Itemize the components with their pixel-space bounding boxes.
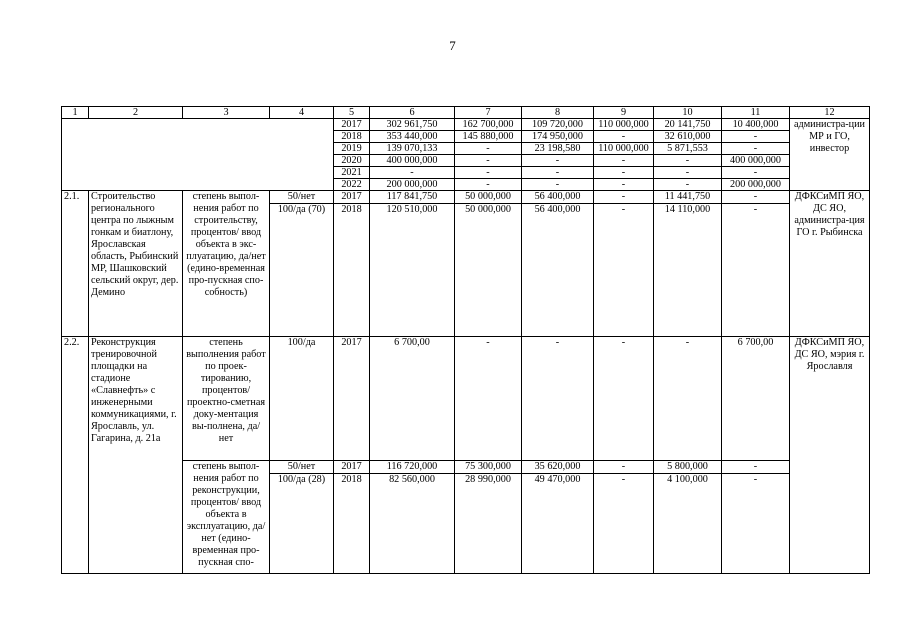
year-cell: 2022 bbox=[334, 179, 370, 191]
value-cell: - bbox=[594, 461, 654, 474]
page-number: 7 bbox=[449, 38, 456, 53]
col-header: 9 bbox=[594, 107, 654, 119]
target-cell: 100/да (28) bbox=[270, 474, 334, 574]
value-cell: - bbox=[722, 204, 790, 337]
value-cell: - bbox=[594, 155, 654, 167]
col-header: 8 bbox=[522, 107, 594, 119]
value-cell: - bbox=[370, 167, 455, 179]
value-cell: - bbox=[522, 167, 594, 179]
value-cell: 109 720,000 bbox=[522, 119, 594, 131]
value-cell: - bbox=[455, 155, 522, 167]
value-cell: 139 070,133 bbox=[370, 143, 455, 155]
value-cell: 200 000,000 bbox=[370, 179, 455, 191]
col-header: 1 bbox=[62, 107, 89, 119]
value-cell: 6 700,00 bbox=[370, 337, 455, 461]
item-name: Строительство регионального центра по лыжным гонкам и биатлону, Ярославская область, Рыбинский МР, Шашковский сельский округ, дер. Демино bbox=[89, 191, 183, 337]
col-header: 10 bbox=[654, 107, 722, 119]
year-cell: 2017 bbox=[334, 461, 370, 474]
value-cell: - bbox=[722, 131, 790, 143]
value-cell: - bbox=[522, 155, 594, 167]
col-header: 4 bbox=[270, 107, 334, 119]
indicator-cell: степень выпол-нения работ по строительству, процентов/ ввод объекта в экс-плуатацию, да/нет (едино-временная про-пускная спо-собность) bbox=[183, 191, 270, 337]
empty-cell bbox=[62, 119, 334, 191]
value-cell: 75 300,000 bbox=[455, 461, 522, 474]
col-header: 3 bbox=[183, 107, 270, 119]
col-header: 12 bbox=[790, 107, 870, 119]
executor-cell: администра-ции МР и ГО, инвестор bbox=[790, 119, 870, 191]
col-header: 2 bbox=[89, 107, 183, 119]
target-cell: 50/нет bbox=[270, 461, 334, 474]
year-cell: 2018 bbox=[334, 474, 370, 574]
value-cell: - bbox=[522, 337, 594, 461]
table-row bbox=[62, 119, 870, 131]
value-cell: 162 700,000 bbox=[455, 119, 522, 131]
item-name: Реконструкция тренировочной площадки на стадионе «Славнефть» с инженерными коммуникациями, г. Ярославль, ул. Гагарина, д. 21а bbox=[89, 337, 183, 574]
value-cell: 82 560,000 bbox=[370, 474, 455, 574]
value-cell: 14 110,000 bbox=[654, 204, 722, 337]
value-cell: 110 000,000 bbox=[594, 143, 654, 155]
value-cell: 174 950,000 bbox=[522, 131, 594, 143]
value-cell: 49 470,000 bbox=[522, 474, 594, 574]
value-cell: 10 400,000 bbox=[722, 119, 790, 131]
table-row bbox=[62, 191, 870, 204]
executor-cell: ДФКСиМП ЯО, ДС ЯО, мэрия г. Ярославля bbox=[790, 337, 870, 574]
year-cell: 2020 bbox=[334, 155, 370, 167]
col-header: 5 bbox=[334, 107, 370, 119]
value-cell: 32 610,000 bbox=[654, 131, 722, 143]
value-cell: 23 198,580 bbox=[522, 143, 594, 155]
header-row bbox=[62, 107, 870, 119]
program-table bbox=[61, 106, 870, 574]
value-cell: 116 720,000 bbox=[370, 461, 455, 474]
value-cell: 56 400,000 bbox=[522, 191, 594, 204]
value-cell: 56 400,000 bbox=[522, 204, 594, 337]
value-cell: 120 510,000 bbox=[370, 204, 455, 337]
value-cell: 353 440,000 bbox=[370, 131, 455, 143]
value-cell: 11 441,750 bbox=[654, 191, 722, 204]
year-cell: 2017 bbox=[334, 337, 370, 461]
table-row bbox=[62, 461, 870, 474]
executor-cell: ДФКСиМП ЯО, ДС ЯО, администра-ция ГО г. Рыбинска bbox=[790, 191, 870, 337]
value-cell: 110 000,000 bbox=[594, 119, 654, 131]
item-number: 2.1. bbox=[62, 191, 89, 337]
value-cell: 302 961,750 bbox=[370, 119, 455, 131]
year-cell: 2017 bbox=[334, 119, 370, 131]
value-cell: - bbox=[654, 337, 722, 461]
value-cell: 6 700,00 bbox=[722, 337, 790, 461]
value-cell: 145 880,000 bbox=[455, 131, 522, 143]
item-number: 2.2. bbox=[62, 337, 89, 574]
year-cell: 2017 bbox=[334, 191, 370, 204]
indicator-cell: степень выпол-нения работ по реконструкции, процентов/ ввод объекта в эксплуатацию, да/нет (едино-временная про-пускная спо- bbox=[183, 461, 270, 574]
target-cell: 100/да bbox=[270, 337, 334, 461]
value-cell: - bbox=[722, 143, 790, 155]
value-cell: 5 871,553 bbox=[654, 143, 722, 155]
value-cell: 5 800,000 bbox=[654, 461, 722, 474]
value-cell: - bbox=[522, 179, 594, 191]
value-cell: 117 841,750 bbox=[370, 191, 455, 204]
value-cell: - bbox=[594, 337, 654, 461]
value-cell: - bbox=[722, 474, 790, 574]
value-cell: - bbox=[455, 167, 522, 179]
value-cell: - bbox=[594, 167, 654, 179]
value-cell: - bbox=[594, 179, 654, 191]
table-row bbox=[62, 337, 870, 461]
value-cell: - bbox=[594, 191, 654, 204]
target-cell: 50/нет bbox=[270, 191, 334, 204]
value-cell: - bbox=[594, 131, 654, 143]
value-cell: - bbox=[455, 143, 522, 155]
col-header: 11 bbox=[722, 107, 790, 119]
value-cell: - bbox=[654, 155, 722, 167]
value-cell: - bbox=[455, 337, 522, 461]
value-cell: - bbox=[594, 474, 654, 574]
value-cell: 4 100,000 bbox=[654, 474, 722, 574]
value-cell: 20 141,750 bbox=[654, 119, 722, 131]
value-cell: - bbox=[594, 204, 654, 337]
value-cell: - bbox=[455, 179, 522, 191]
value-cell: - bbox=[654, 179, 722, 191]
value-cell: 200 000,000 bbox=[722, 179, 790, 191]
value-cell: 35 620,000 bbox=[522, 461, 594, 474]
value-cell: - bbox=[722, 461, 790, 474]
value-cell: - bbox=[654, 167, 722, 179]
year-cell: 2018 bbox=[334, 131, 370, 143]
value-cell: - bbox=[722, 167, 790, 179]
value-cell: 50 000,000 bbox=[455, 191, 522, 204]
value-cell: 400 000,000 bbox=[722, 155, 790, 167]
target-cell: 100/да (70) bbox=[270, 204, 334, 337]
value-cell: 50 000,000 bbox=[455, 204, 522, 337]
value-cell: 400 000,000 bbox=[370, 155, 455, 167]
year-cell: 2019 bbox=[334, 143, 370, 155]
col-header: 6 bbox=[370, 107, 455, 119]
year-cell: 2018 bbox=[334, 204, 370, 337]
indicator-cell: степень выполнения работ по проек-тированию, процентов/ проектно-сметная доку-ментация вы-полнена, да/нет bbox=[183, 337, 270, 461]
value-cell: 28 990,000 bbox=[455, 474, 522, 574]
value-cell: - bbox=[722, 191, 790, 204]
col-header: 7 bbox=[455, 107, 522, 119]
year-cell: 2021 bbox=[334, 167, 370, 179]
